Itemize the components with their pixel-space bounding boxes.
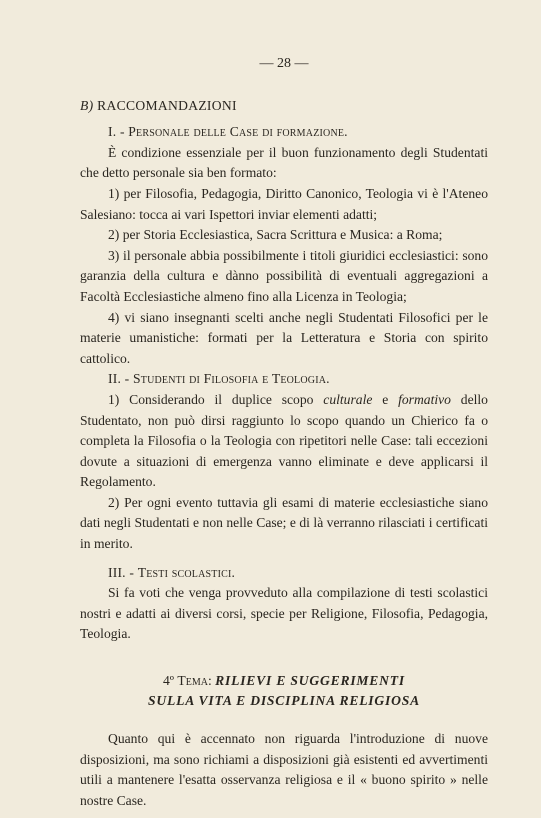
part2-paragraph-1: [80, 390, 488, 493]
section-b-label: B): [80, 97, 94, 113]
part3-numeral: III.: [108, 564, 126, 580]
tema-title-1: RILIEVI E SUGGERIMENTI: [215, 673, 405, 689]
section-b-title: RACCOMANDAZIONI: [97, 97, 237, 113]
part2-paragraph-2: 2) Per ogni evento tuttavia gli esami di materie ecclesiastiche siano dati negli Studentati e non nelle Case; e di là verranno rilasciati i certificati in merito.: [80, 494, 488, 552]
part2-sep: -: [124, 371, 130, 387]
part1-paragraph: È condizione essenziale per il buon funzionamento degli Studentati che detto personale sia ben formato:: [80, 144, 488, 181]
tema-label: Tema:: [177, 673, 212, 689]
part2-title: Studenti di Filosofia e Teologia.: [133, 371, 330, 387]
part2-italic-culturale: culturale: [323, 391, 373, 407]
part1-heading: [80, 122, 488, 143]
part1-numeral: I.: [108, 124, 117, 140]
section-b-heading: [80, 96, 488, 117]
intro-paragraph: Quanto qui è accennato non riguarda l'introduzione di nuove disposizioni, ma sono richiami a disposizioni già esistenti ed avvertimenti utili a mantenere l'esatta osservanza religiosa e il « buono spirito » nelle nostre Case.: [80, 731, 488, 808]
part3-heading: [80, 563, 488, 584]
part2-heading: [80, 369, 488, 390]
part1-title: Personale delle Case di formazione.: [128, 124, 348, 140]
tema-title-2: SULLA VITA E DISCIPLINA RELIGIOSA: [148, 693, 420, 709]
tema-heading: [80, 671, 488, 711]
tema-number: 4º: [163, 673, 175, 689]
part3-sep: -: [129, 564, 135, 580]
page-number: — 28 —: [259, 56, 309, 71]
document-page: [80, 54, 488, 811]
part2-text: 1) Considerando il duplice scopo: [108, 391, 324, 407]
part2-text: dello Studentato, non può dirsi raggiunto lo scopo quando un Chierico fa o completa la Filosofia o la Teologia con ripetitori nelle Case: tali eccezioni dovute a situazioni di emergenza vanno eliminate e deve applicarsi il Regolamento.: [80, 391, 488, 490]
part2-italic-formativo: formativo: [398, 391, 451, 407]
part3-paragraph: Si fa voti che venga provveduto alla compilazione di testi scolastici nostri e adatti ai diversi corsi, specie per Religione, Filosofia, Pedagogia, Teologia.: [80, 585, 488, 642]
part1-sep: -: [119, 124, 125, 140]
part1-paragraph: 4) vi siano insegnanti scelti anche negli Studentati Filosofici per le materie umanistiche: formati per la Letteratura e Storia con spirito cattolico.: [80, 309, 488, 366]
part2-numeral: II.: [108, 371, 122, 387]
part1-paragraph: 2) per Storia Ecclesiastica, Sacra Scrittura e Musica: a Roma;: [108, 227, 443, 243]
part3-title: Testi scolastici.: [137, 564, 236, 580]
part2-text: e: [372, 391, 399, 407]
tema-line-1: [80, 671, 488, 691]
part1-paragraph: 3) il personale abbia possibilmente i titoli giuridici ecclesiastici: sono garanzia della cultura e dànno possibilità di eventuali aggregazioni a Facoltà Ecclesiastiche almeno fino alla Licenza in Teologia;: [80, 247, 488, 304]
part1-paragraph: 1) per Filosofia, Pedagogia, Diritto Canonico, Teologia vi è l'Ateneo Salesiano: tocca ai vari Ispettori inviar elementi adatti;: [80, 185, 488, 222]
